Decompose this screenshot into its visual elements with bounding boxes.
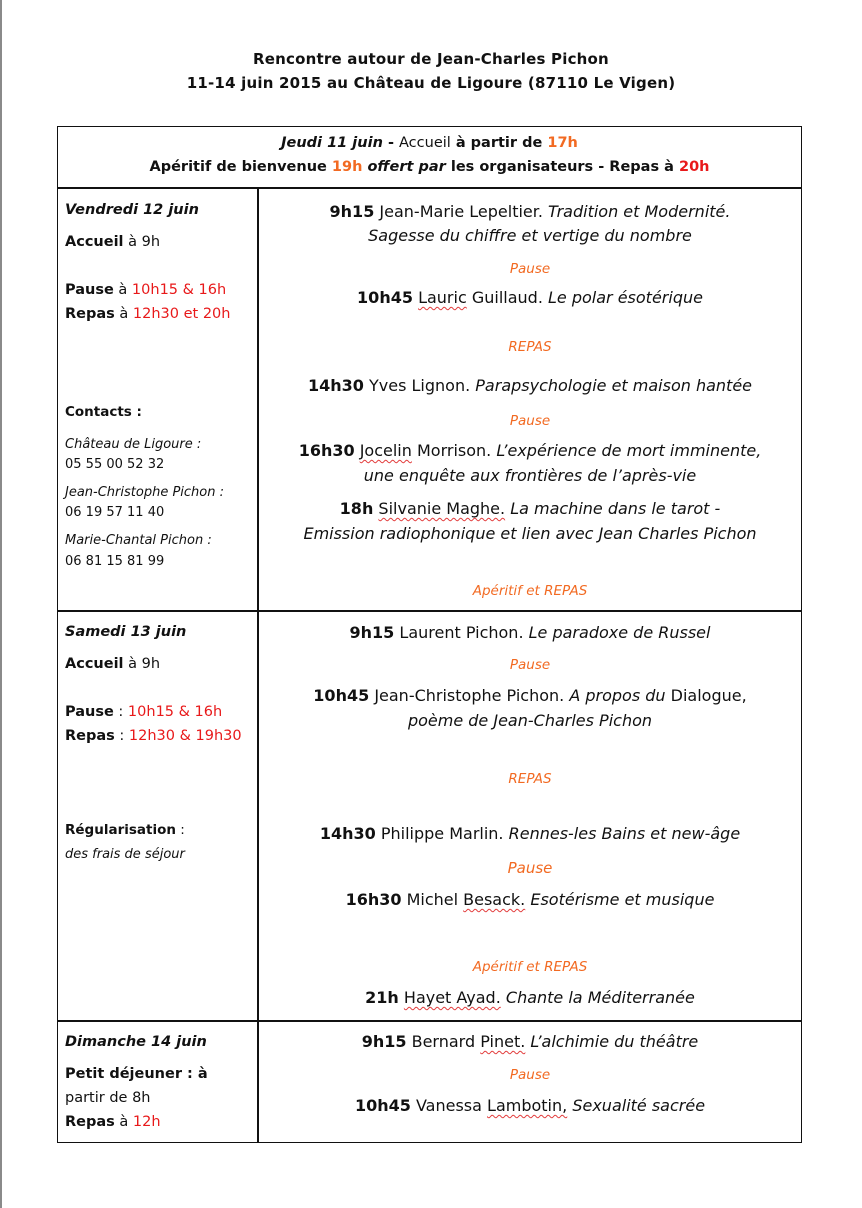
thursday-line-2: Apéritif de bienvenue 19h offert par les organisateurs - Repas à 20h <box>149 159 710 175</box>
pause-note: Pause <box>509 1067 551 1083</box>
sunday-repas: Repas à 12h <box>65 1114 161 1130</box>
contact-name: Château de Ligoure : <box>65 437 202 452</box>
contact-name: Marie-Chantal Pichon : <box>65 533 212 548</box>
contacts-label: Contacts : <box>65 404 142 420</box>
talk-saturday-5: 21h Hayet Ayad. Chante la Méditerranée <box>365 988 695 1007</box>
talk-friday-5-line2: Emission radiophonique et lien avec Jean Charles Pichon <box>303 524 757 543</box>
talk-friday-2: 10h45 Lauric Guillaud. Le polar ésotérique <box>357 288 703 307</box>
friday-repas: Repas à 12h30 et 20h <box>65 306 231 322</box>
talk-saturday-3: 14h30 Philippe Marlin. Rennes-les Bains et new-âge <box>319 824 741 843</box>
contact-name: Jean-Christophe Pichon : <box>65 485 224 500</box>
contact-phone: 06 19 57 11 40 <box>65 505 165 520</box>
saturday-accueil: Accueil à 9h <box>65 656 161 672</box>
talk-saturday-4: 16h30 Michel Besack. Esotérisme et musique <box>345 890 715 909</box>
talk-friday-1-line2: Sagesse du chiffre et vertige du nombre <box>368 226 692 245</box>
aperitif-note: Apéritif et REPAS <box>472 959 588 975</box>
talk-sunday-2: 10h45 Vanessa Lambotin, Sexualité sacrée <box>354 1096 706 1115</box>
friday-pause: Pause à 10h15 & 16h <box>65 282 227 298</box>
regularisation-label: Régularisation : <box>65 822 185 838</box>
talk-saturday-2: 10h45 Jean-Christophe Pichon. A propos du Dialogue, <box>313 686 747 705</box>
saturday-day: Samedi 13 juin <box>65 624 187 640</box>
talk-saturday-2-line2: poème de Jean-Charles Pichon <box>407 711 653 730</box>
friday-day: Vendredi 12 juin <box>65 202 199 218</box>
talk-friday-3: 14h30 Yves Lignon. Parapsychologie et maison hantée <box>307 376 753 395</box>
repas-note: REPAS <box>508 771 552 787</box>
row-divider <box>58 1020 801 1022</box>
friday-accueil: Accueil à 9h <box>65 234 161 250</box>
saturday-repas: Repas : 12h30 & 19h30 <box>65 728 242 744</box>
pause-note: Pause <box>507 859 553 877</box>
thursday-day: Jeudi 11 juin <box>281 135 383 151</box>
sunday-petit-dejeuner-line2: partir de 8h <box>65 1090 151 1106</box>
sunday-petit-dejeuner: Petit déjeuner : à <box>65 1066 208 1082</box>
talk-friday-4: 16h30 Jocelin Morrison. L’expérience de mort imminente, <box>298 441 762 460</box>
regularisation-note: des frais de séjour <box>65 847 185 862</box>
contact-phone: 05 55 00 52 32 <box>65 457 165 472</box>
sunday-day: Dimanche 14 juin <box>65 1034 207 1050</box>
talk-saturday-1: 9h15 Laurent Pichon. Le paradoxe de Russel <box>349 623 711 642</box>
pause-note: Pause <box>509 261 551 277</box>
contact-phone: 06 81 15 81 99 <box>65 554 165 569</box>
talk-friday-1: 9h15 Jean-Marie Lepeltier. Tradition et Modernité. <box>329 202 731 221</box>
repas-note: REPAS <box>508 339 552 355</box>
pause-note: Pause <box>509 413 551 429</box>
aperitif-note: Apéritif et REPAS <box>472 583 588 599</box>
page-edge <box>0 0 2 1208</box>
thursday-box <box>57 126 802 189</box>
talk-friday-5: 18h Silvanie Maghe. La machine dans le tarot - <box>339 499 721 518</box>
talk-sunday-1: 9h15 Bernard Pinet. L’alchimie du théâtre <box>361 1032 699 1051</box>
talk-friday-4-line2: une enquête aux frontières de l’après-vie <box>363 466 697 485</box>
thursday-line-1: Jeudi 11 juin - Accueil à partir de 17h <box>281 135 578 151</box>
page-subtitle: 11-14 juin 2015 au Château de Ligoure (87110 Le Vigen) <box>186 74 676 92</box>
row-divider <box>58 610 801 612</box>
pause-note: Pause <box>509 657 551 673</box>
saturday-pause: Pause : 10h15 & 16h <box>65 704 223 720</box>
page-title: Rencontre autour de Jean-Charles Pichon <box>253 50 609 68</box>
